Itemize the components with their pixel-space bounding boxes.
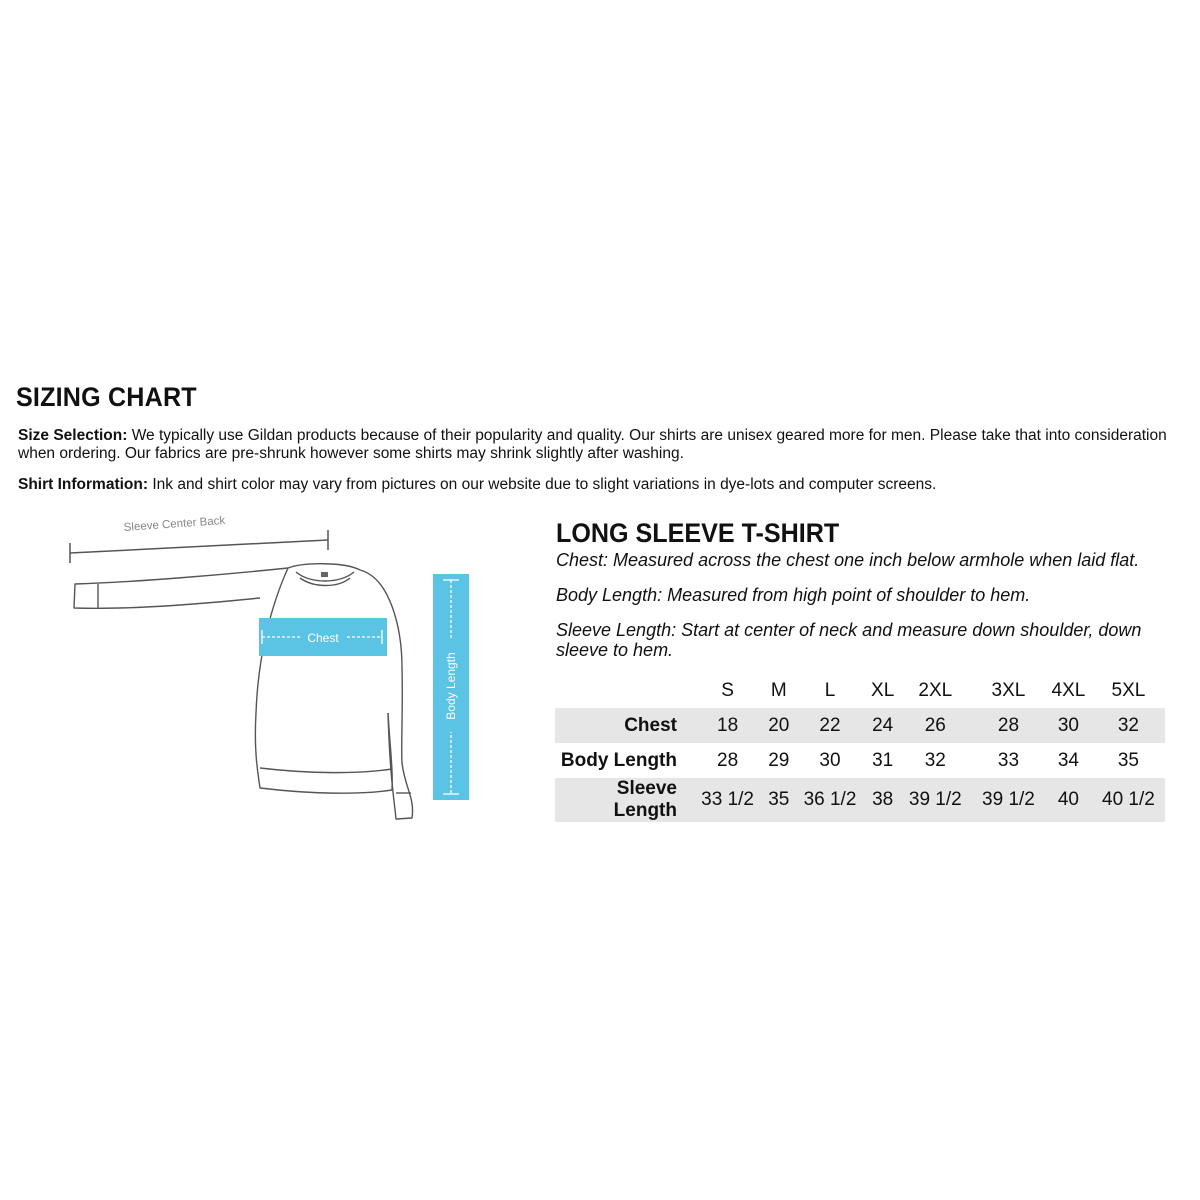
table-corner: [555, 673, 691, 708]
shirt-information-paragraph: [18, 476, 1188, 494]
table-row-sleeve-length: [555, 778, 1165, 822]
sleeve-measure-line: [70, 530, 328, 563]
table-cell: 32: [924, 749, 946, 771]
table-cell: 35: [1117, 749, 1139, 771]
table-row-body-length: [555, 743, 1165, 778]
size-selection-text: We typically use Gildan products because of their popularity and quality. Our shirts are unisex geared more for men. Please take that into consideration when ordering. Our fabrics are pre-shrunk however some shirts may shrink slightly after washing.: [18, 427, 1167, 462]
table-cell: 39 1/2: [972, 778, 1045, 822]
product-title: LONG SLEEVE T-SHIRT: [556, 518, 840, 548]
shirt-diagram: [60, 498, 490, 838]
table-cell: 30: [1045, 708, 1092, 743]
table-cell: 22: [793, 708, 866, 743]
table-cell: 39 1/2: [899, 778, 972, 822]
body-length-description: Body Length: Measured from high point of shoulder to hem.: [556, 585, 1031, 605]
table-cell: 28: [717, 749, 739, 771]
table-cell: 32: [1092, 708, 1165, 743]
table-cell: 33 1/2: [691, 778, 764, 822]
table-cell: 28: [972, 708, 1045, 743]
sleeve-length-description: Sleeve Length: Start at center of neck and measure down shoulder, down sleeve to hem.: [556, 620, 1142, 660]
size-header-row: [555, 673, 1165, 708]
table-cell: 35: [764, 778, 793, 822]
table-cell: 40 1/2: [1092, 778, 1165, 822]
table-cell: 18: [691, 708, 764, 743]
chest-label: Chest: [307, 631, 339, 645]
body-length-label: Body Length: [444, 652, 458, 720]
chest-description: Chest: Measured across the chest one inch below armhole when laid flat.: [556, 550, 1140, 570]
page-title: SIZING CHART: [16, 382, 197, 412]
table-cell: 31: [872, 749, 894, 771]
table-cell: 34: [1057, 749, 1079, 771]
size-column-header: S: [721, 679, 734, 701]
table-cell: 30: [819, 749, 841, 771]
size-column-header: 5XL: [1111, 679, 1146, 701]
size-column-header: 4XL: [1051, 679, 1086, 701]
shirt-information-label: Shirt Information:: [18, 476, 149, 493]
table-cell: 40: [1045, 778, 1092, 822]
size-selection-label: Size Selection:: [18, 427, 128, 444]
size-column-header: 3XL: [991, 679, 1026, 701]
size-table: [555, 673, 1165, 822]
neck-tag: [321, 572, 328, 577]
size-column-header: XL: [871, 679, 895, 701]
size-selection-paragraph: [18, 427, 1188, 463]
row-label: Sleeve Length: [555, 778, 691, 822]
table-cell: 38: [867, 778, 899, 822]
size-column-header: 2XL: [918, 679, 953, 701]
row-label: Chest: [555, 708, 691, 743]
table-cell: 29: [768, 749, 790, 771]
size-column-header: M: [770, 679, 787, 701]
size-column-header: L: [824, 679, 836, 701]
table-row-chest: [555, 708, 1165, 743]
shirt-information-text: Ink and shirt color may vary from pictures on our website due to slight variations in dye-lots and computer screens.: [148, 476, 937, 493]
table-cell: 26: [899, 708, 972, 743]
table-cell: 20: [764, 708, 793, 743]
row-label: Body Length: [560, 749, 677, 771]
table-cell: 33: [997, 749, 1020, 771]
table-cell: 36 1/2: [793, 778, 866, 822]
shirt-outline: [74, 564, 413, 819]
table-cell: 24: [867, 708, 899, 743]
sleeve-center-back-label: Sleeve Center Back: [123, 514, 226, 534]
